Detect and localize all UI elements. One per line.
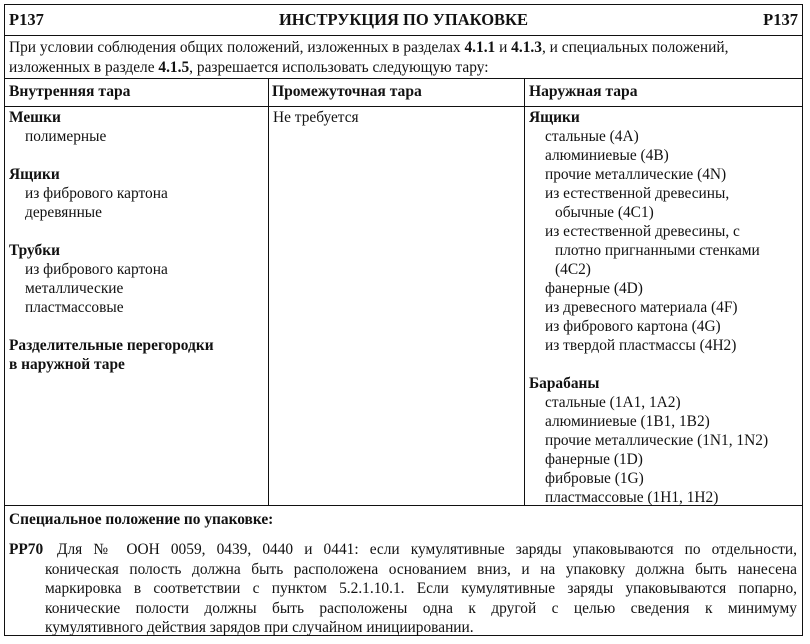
special-provision-section — [5, 505, 802, 635]
list-item: деревянные — [25, 204, 102, 221]
inner-packaging-column — [9, 108, 264, 374]
list-item: металлические — [25, 280, 124, 297]
category-boxes: Ящики — [9, 166, 60, 183]
category-dividers-line-2: в наружной таре — [9, 356, 125, 373]
inner-packaging-heading: Внутренняя тара — [5, 79, 268, 107]
list-item: из фибрового картона — [25, 261, 168, 278]
category-outer-boxes: Ящики — [529, 109, 580, 126]
special-provision-title: Специальное положение по упаковке: — [9, 511, 274, 528]
intro-paragraph — [5, 35, 802, 79]
section-ref: 4.1.3 — [511, 39, 542, 56]
packing-instruction-table — [4, 4, 803, 636]
outer-packaging-column — [529, 108, 797, 507]
provision-line: конические полости должны быть расположены одна к другой с целью сведения к минимуму — [45, 599, 797, 617]
category-drums: Барабаны — [529, 375, 600, 392]
provision-line: кумулятивного действия зарядов при случайном инициировании. — [45, 619, 474, 636]
outer-packaging-heading: Наружная тара — [525, 79, 802, 107]
instruction-code-right: Р137 — [763, 10, 798, 29]
provision-line: коническая полость должна быть расположена основанием вниз, и на упаковку должна быть нанесена — [45, 560, 797, 578]
column-divider — [268, 79, 269, 506]
intermediate-packaging-column — [273, 108, 521, 127]
list-item: фанерные (1D) — [545, 451, 643, 468]
intro-text: При условии соблюдения общих положений, изложенных в разделах — [9, 39, 465, 56]
list-item: из естественной древесины, с — [545, 223, 740, 240]
category-dividers: Разделительные перегородки — [9, 337, 214, 354]
provision-body — [9, 579, 797, 599]
provision-body — [9, 618, 797, 638]
intermediate-packaging-heading: Промежуточная тара — [268, 79, 525, 107]
column-divider — [524, 79, 525, 506]
list-item: из твердой пластмассы (4H2) — [545, 337, 737, 354]
special-provision-pp70 — [9, 540, 797, 638]
list-item: фанерные (4D) — [545, 280, 643, 297]
list-item: из фибрового картона (4G) — [545, 318, 721, 335]
list-item: алюминиевые (1B1, 1B2) — [545, 413, 710, 430]
intro-text: и — [495, 39, 512, 56]
intro-text: , и специальных положений, — [541, 39, 729, 56]
provision-line: маркировка в соответствии с пунктом 5.2.1.10.1. Если кумулятивные заряды упаковываются попарно, — [45, 580, 797, 597]
list-item: алюминиевые (4B) — [545, 147, 669, 164]
intro-text: изложенных в разделе — [9, 59, 159, 76]
list-item: из фибрового картона — [25, 185, 168, 202]
list-item: пластмассовые (1H1, 1H2) — [545, 489, 719, 506]
list-item: из древесного материала (4F) — [545, 299, 738, 316]
list-item: плотно пригнанными стенками — [555, 242, 760, 259]
category-tubes: Трубки — [9, 242, 60, 259]
section-ref: 4.1.5 — [158, 59, 190, 76]
list-item: стальные (1A1, 1A2) — [545, 394, 681, 411]
category-bags: Мешки — [9, 109, 61, 126]
list-item: обычные (4C1) — [555, 204, 654, 221]
list-item: стальные (4A) — [545, 128, 639, 145]
list-item: полимерные — [25, 128, 107, 145]
provision-first-line-wrap — [9, 540, 797, 560]
list-item: (4C2) — [555, 261, 591, 278]
list-item: прочие металлические (4N) — [545, 166, 727, 183]
section-ref: 4.1.1 — [464, 39, 496, 56]
provision-code: PP70 — [9, 541, 44, 558]
provision-line: Для № ООН 0059, 0439, 0440 и 0441: если кумулятивные заряды упаковываются по отдельности, — [57, 541, 797, 558]
provision-body — [9, 560, 797, 580]
list-item: прочие металлические (1N1, 1N2) — [545, 432, 769, 449]
instruction-code-left: Р137 — [9, 10, 44, 29]
not-required-text: Не требуется — [273, 109, 359, 126]
list-item: фибровые (1G) — [545, 470, 644, 487]
instruction-title: ИНСТРУКЦИЯ ПО УПАКОВКЕ — [278, 10, 529, 29]
provision-body — [9, 599, 797, 619]
list-item: пластмассовые — [25, 299, 124, 316]
list-item: из естественной древесины, — [545, 185, 730, 202]
title-row — [5, 5, 802, 36]
intro-text: , разрешается использовать следующую тару: — [189, 59, 489, 76]
